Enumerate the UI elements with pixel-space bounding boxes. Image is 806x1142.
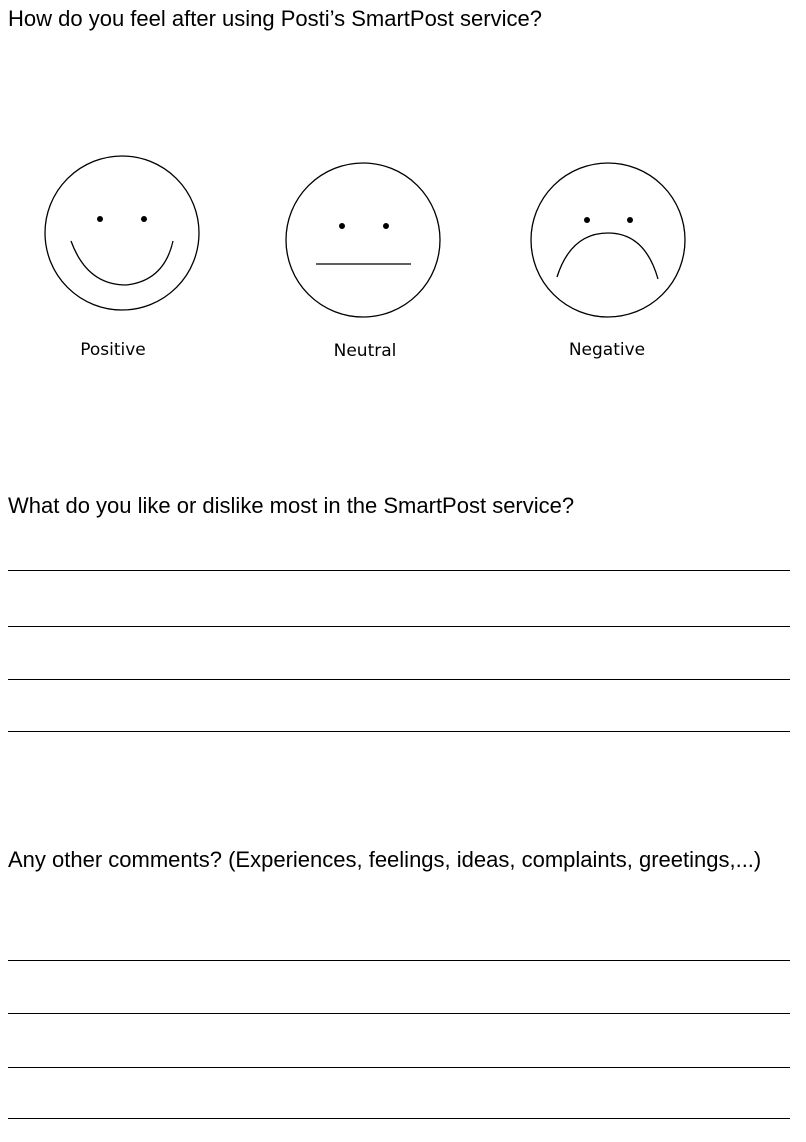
answer-line-like-dislike[interactable]	[8, 679, 790, 680]
question-feeling: How do you feel after using Posti’s SmartPost service?	[8, 6, 542, 31]
negative-option[interactable]	[527, 160, 687, 320]
rating-label-negative: Negative	[568, 340, 646, 360]
rating-label-neutral: Neutral	[333, 341, 397, 361]
answer-line-other-comments[interactable]	[8, 1067, 790, 1068]
answer-line-like-dislike[interactable]	[8, 731, 790, 732]
answer-line-other-comments[interactable]	[8, 1118, 790, 1119]
answer-line-like-dislike[interactable]	[8, 626, 790, 627]
positive-option[interactable]	[42, 155, 202, 315]
smiley-face-icon	[42, 155, 202, 315]
question-like-dislike: What do you like or dislike most in the SmartPost service?	[8, 493, 575, 518]
answer-line-other-comments[interactable]	[8, 1013, 790, 1014]
answer-line-other-comments[interactable]	[8, 960, 790, 961]
rating-label-positive: Positive	[80, 340, 146, 360]
sad-face-icon	[527, 160, 687, 320]
neutral-option[interactable]	[285, 162, 445, 322]
question-other-comments: Any other comments? (Experiences, feelings, ideas, complaints, greetings,...)	[8, 847, 762, 872]
answer-line-like-dislike[interactable]	[8, 570, 790, 571]
neutral-face-icon	[285, 162, 445, 322]
